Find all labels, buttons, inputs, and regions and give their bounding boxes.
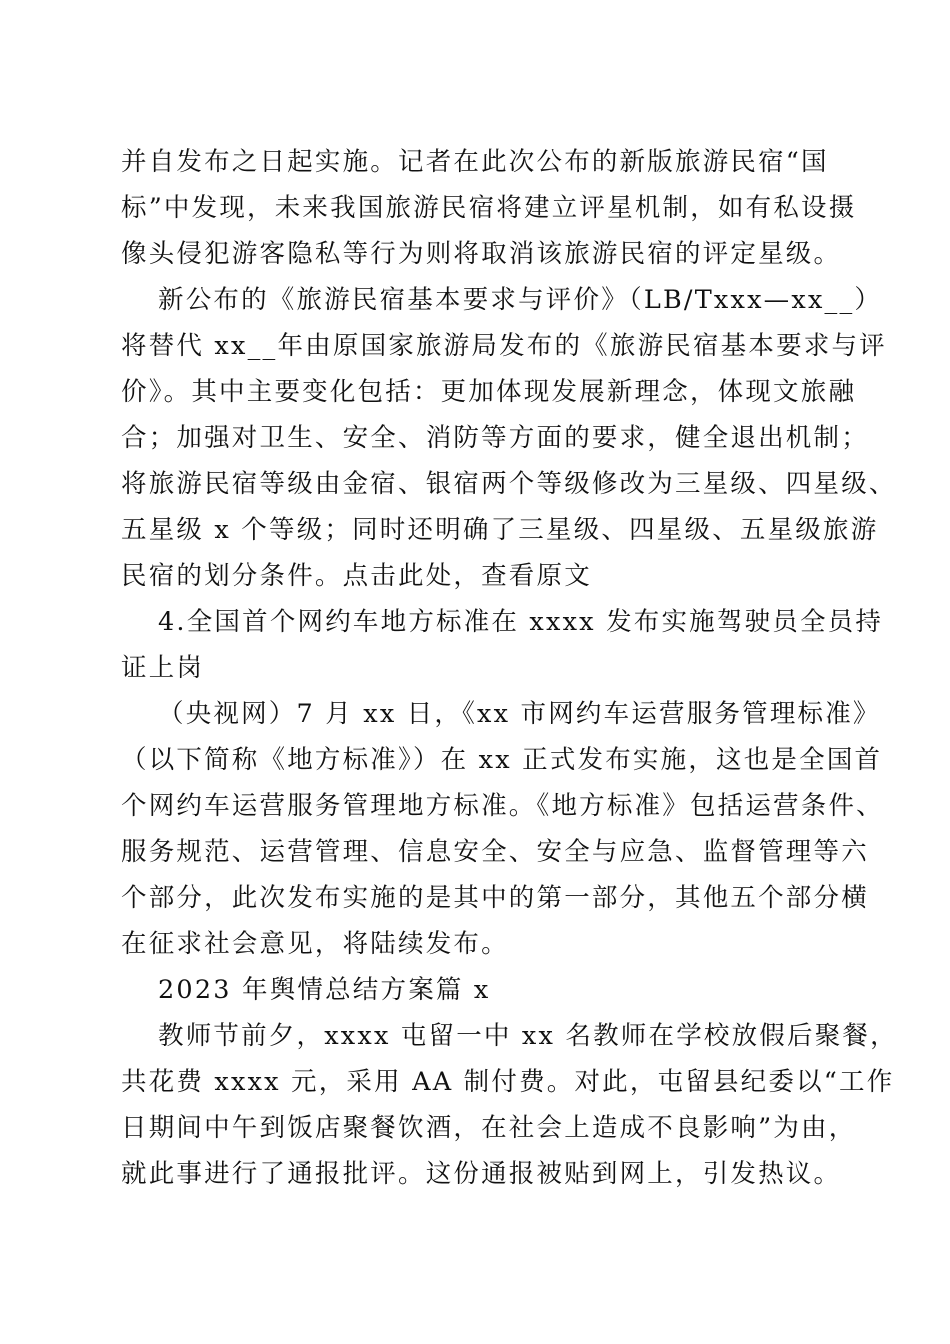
- text-line: 就此事进行了通报批评。这份通报被贴到网上，引发热议。: [121, 1159, 842, 1189]
- paragraph-start-line: （央视网）7 月 xx 日，《xx 市网约车运营服务管理标准》: [158, 699, 881, 729]
- paragraph-start-line: 教师节前夕，xxxx 屯留一中 xx 名教师在学校放假后聚餐，: [158, 1021, 898, 1051]
- text-line: 标”中发现，未来我国旅游民宿将建立评星机制，如有私设摄: [121, 193, 857, 223]
- text-line: 合；加强对卫生、安全、消防等方面的要求，健全退出机制；: [121, 423, 869, 453]
- text-line: 个网约车运营服务管理地方标准。《地方标准》包括运营条件、: [121, 791, 884, 821]
- text-line: 个部分，此次发布实施的是其中的第一部分，其他五个部分横: [121, 883, 869, 913]
- paragraph-start-line: 新公布的《旅游民宿基本要求与评价》（LB/Txxx—xx__）: [158, 285, 883, 315]
- text-line: 民宿的划分条件。点击此处，查看原文: [121, 561, 592, 591]
- text-line: 五星级 x 个等级；同时还明确了三星级、四星级、五星级旅游: [121, 515, 879, 545]
- text-line: 共花费 xxxx 元，采用 AA 制付费。对此，屯留县纪委以“工作: [121, 1067, 895, 1097]
- text-line: 价》。其中主要变化包括：更加体现发展新理念，体现文旅融: [121, 377, 857, 407]
- section-heading-line: 证上岗: [121, 653, 205, 683]
- text-line: 并自发布之日起实施。记者在此次公布的新版旅游民宿“国: [121, 147, 829, 177]
- text-line: 像头侵犯游客隐私等行为则将取消该旅游民宿的评定星级。: [121, 239, 842, 269]
- text-line: 将替代 xx__年由原国家旅游局发布的《旅游民宿基本要求与评: [121, 331, 887, 361]
- text-line: 服务规范、运营管理、信息安全、安全与应急、监督管理等六: [121, 837, 869, 867]
- text-line: （以下简称《地方标准》）在 xx 正式发布实施，这也是全国首: [121, 745, 883, 775]
- text-line: 在征求社会意见，将陆续发布。: [121, 929, 509, 959]
- section-title: 2023 年舆情总结方案篇 x: [158, 975, 491, 1005]
- text-line: 将旅游民宿等级由金宿、银宿两个等级修改为三星级、四星级、: [121, 469, 897, 499]
- section-heading-line: 4.全国首个网约车地方标准在 xxxx 发布实施驾驶员全员持: [158, 607, 884, 637]
- text-line: 日期间中午到饭店聚餐饮酒，在社会上造成不良影响”为由，: [121, 1113, 857, 1143]
